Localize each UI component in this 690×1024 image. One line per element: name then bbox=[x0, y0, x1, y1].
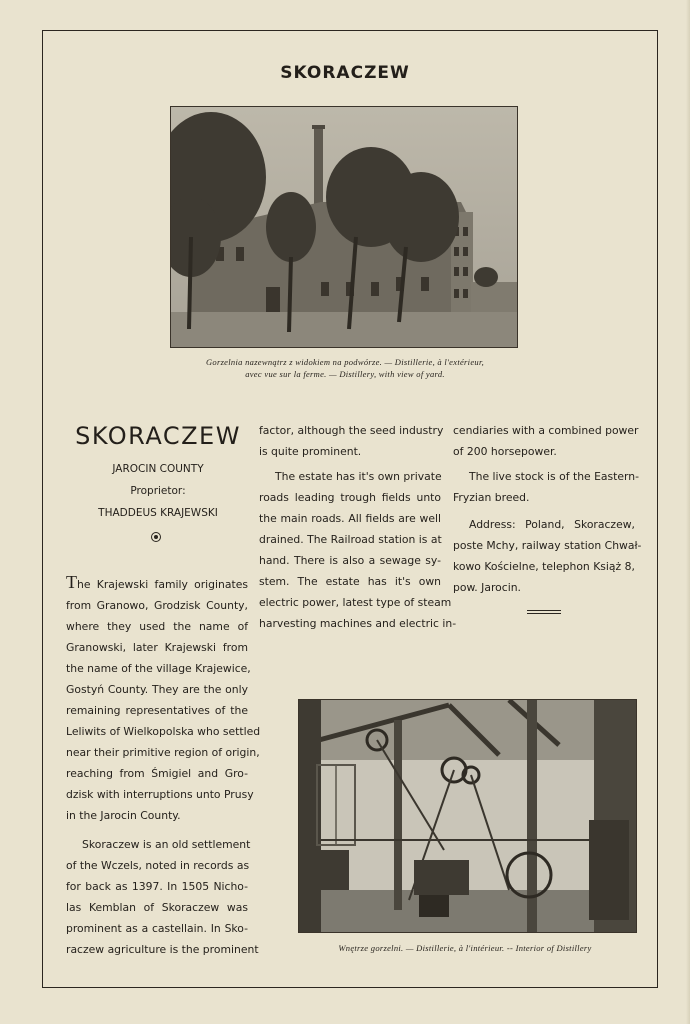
text-line: Skoraczew is an old settlement bbox=[82, 838, 251, 851]
caption-line: avec vue sur la ferme. — Distillery, with view of yard. bbox=[245, 369, 445, 379]
text-line: in the Jarocin County. bbox=[66, 809, 181, 822]
proprietor-label: Proprietor: bbox=[130, 485, 186, 497]
text-line: of the Wczels, noted in records as bbox=[66, 859, 250, 872]
paragraph bbox=[453, 466, 640, 508]
page-title: SKORACZEW bbox=[280, 63, 410, 83]
paragraph bbox=[66, 834, 259, 960]
text-line: The estate has it's own private bbox=[275, 470, 442, 483]
page-edge bbox=[686, 0, 690, 1024]
paragraph bbox=[453, 420, 639, 462]
paragraph bbox=[453, 514, 642, 598]
text-line: harvesting machines and electric in- bbox=[259, 617, 457, 630]
text-line-rest: he Krajewski family originates bbox=[77, 578, 248, 591]
paragraph bbox=[259, 466, 457, 634]
estate-name: SKORACZEW bbox=[75, 422, 241, 450]
section-divider bbox=[527, 610, 561, 614]
text-line: stem. The estate has it's own bbox=[259, 575, 441, 588]
text-line: Granowski, later Krajewski from bbox=[66, 641, 248, 654]
text-line: is quite prominent. bbox=[259, 445, 362, 458]
text-line: electric power, latest type of steam bbox=[259, 596, 452, 609]
text-line: poste Mchy, railway station Chwał- bbox=[453, 539, 642, 552]
paragraph bbox=[66, 595, 261, 826]
text-line: las Kemblan of Skoraczew was bbox=[66, 901, 248, 914]
ornament-circle-icon bbox=[151, 532, 161, 542]
county-label: JAROCIN COUNTY bbox=[112, 463, 204, 475]
exterior-photo-caption bbox=[150, 356, 540, 380]
text-line: prominent as a castellain. In Sko- bbox=[66, 922, 248, 935]
text-line: for back as 1397. In 1505 Nicho- bbox=[66, 880, 248, 893]
text-line: near their primitive region of origin, bbox=[66, 746, 260, 759]
text-line: hand. There is also a sewage sy- bbox=[259, 554, 441, 567]
estate-title-block bbox=[62, 422, 254, 524]
text-line: from Granowo, Grodzisk County, bbox=[66, 599, 248, 612]
paragraph bbox=[259, 420, 444, 462]
exterior-photo bbox=[170, 106, 518, 348]
interior-photo-caption bbox=[290, 942, 640, 954]
proprietor-name: THADDEUS KRAJEWSKI bbox=[98, 507, 218, 519]
text-column-3 bbox=[453, 420, 642, 598]
text-line: raczew agriculture is the prominent bbox=[66, 943, 259, 956]
text-line: roads leading trough fields unto bbox=[259, 491, 441, 504]
text-line: the name of the village Krajewice, bbox=[66, 662, 251, 675]
text-line: kowo Kościelne, telephon Książ 8, bbox=[453, 560, 635, 573]
text-line: Leliwits of Wielkopolska who settled bbox=[66, 725, 261, 738]
text-line: factor, although the seed industry bbox=[259, 424, 444, 437]
text-line: the main roads. All fields are well bbox=[259, 512, 441, 525]
text-line: where they used the name of bbox=[66, 620, 248, 633]
text-line: drained. The Railroad station is at bbox=[259, 533, 442, 546]
caption-line: Gorzelnia nazewnątrz z widokiem na podwórze. — Distillerie, à l'extérieur, bbox=[205, 357, 485, 367]
drop-cap: T bbox=[66, 572, 77, 592]
text-column-1 bbox=[66, 572, 261, 960]
text-line: reaching from Śmigiel and Gro- bbox=[66, 767, 248, 780]
text-line: dzisk with interruptions unto Prusy bbox=[66, 788, 254, 801]
text-line: The live stock is of the Eastern- bbox=[469, 470, 640, 483]
caption-line: Wnętrze gorzelni. — Distillerie, à l'intérieur. -- Interior of Distillery bbox=[338, 943, 592, 953]
text-line: Fryzian breed. bbox=[453, 491, 530, 504]
text-column-2 bbox=[259, 420, 457, 634]
text-line: cendiaries with a combined power bbox=[453, 424, 639, 437]
text-line: remaining representatives of the bbox=[66, 704, 248, 717]
text-line: of 200 horsepower. bbox=[453, 445, 557, 458]
text-line: Address: Poland, Skoraczew, bbox=[469, 518, 635, 531]
text-line bbox=[66, 574, 248, 595]
text-line: Gostyń County. They are the only bbox=[66, 683, 248, 696]
interior-photo bbox=[298, 699, 637, 933]
text-line: pow. Jarocin. bbox=[453, 581, 521, 594]
